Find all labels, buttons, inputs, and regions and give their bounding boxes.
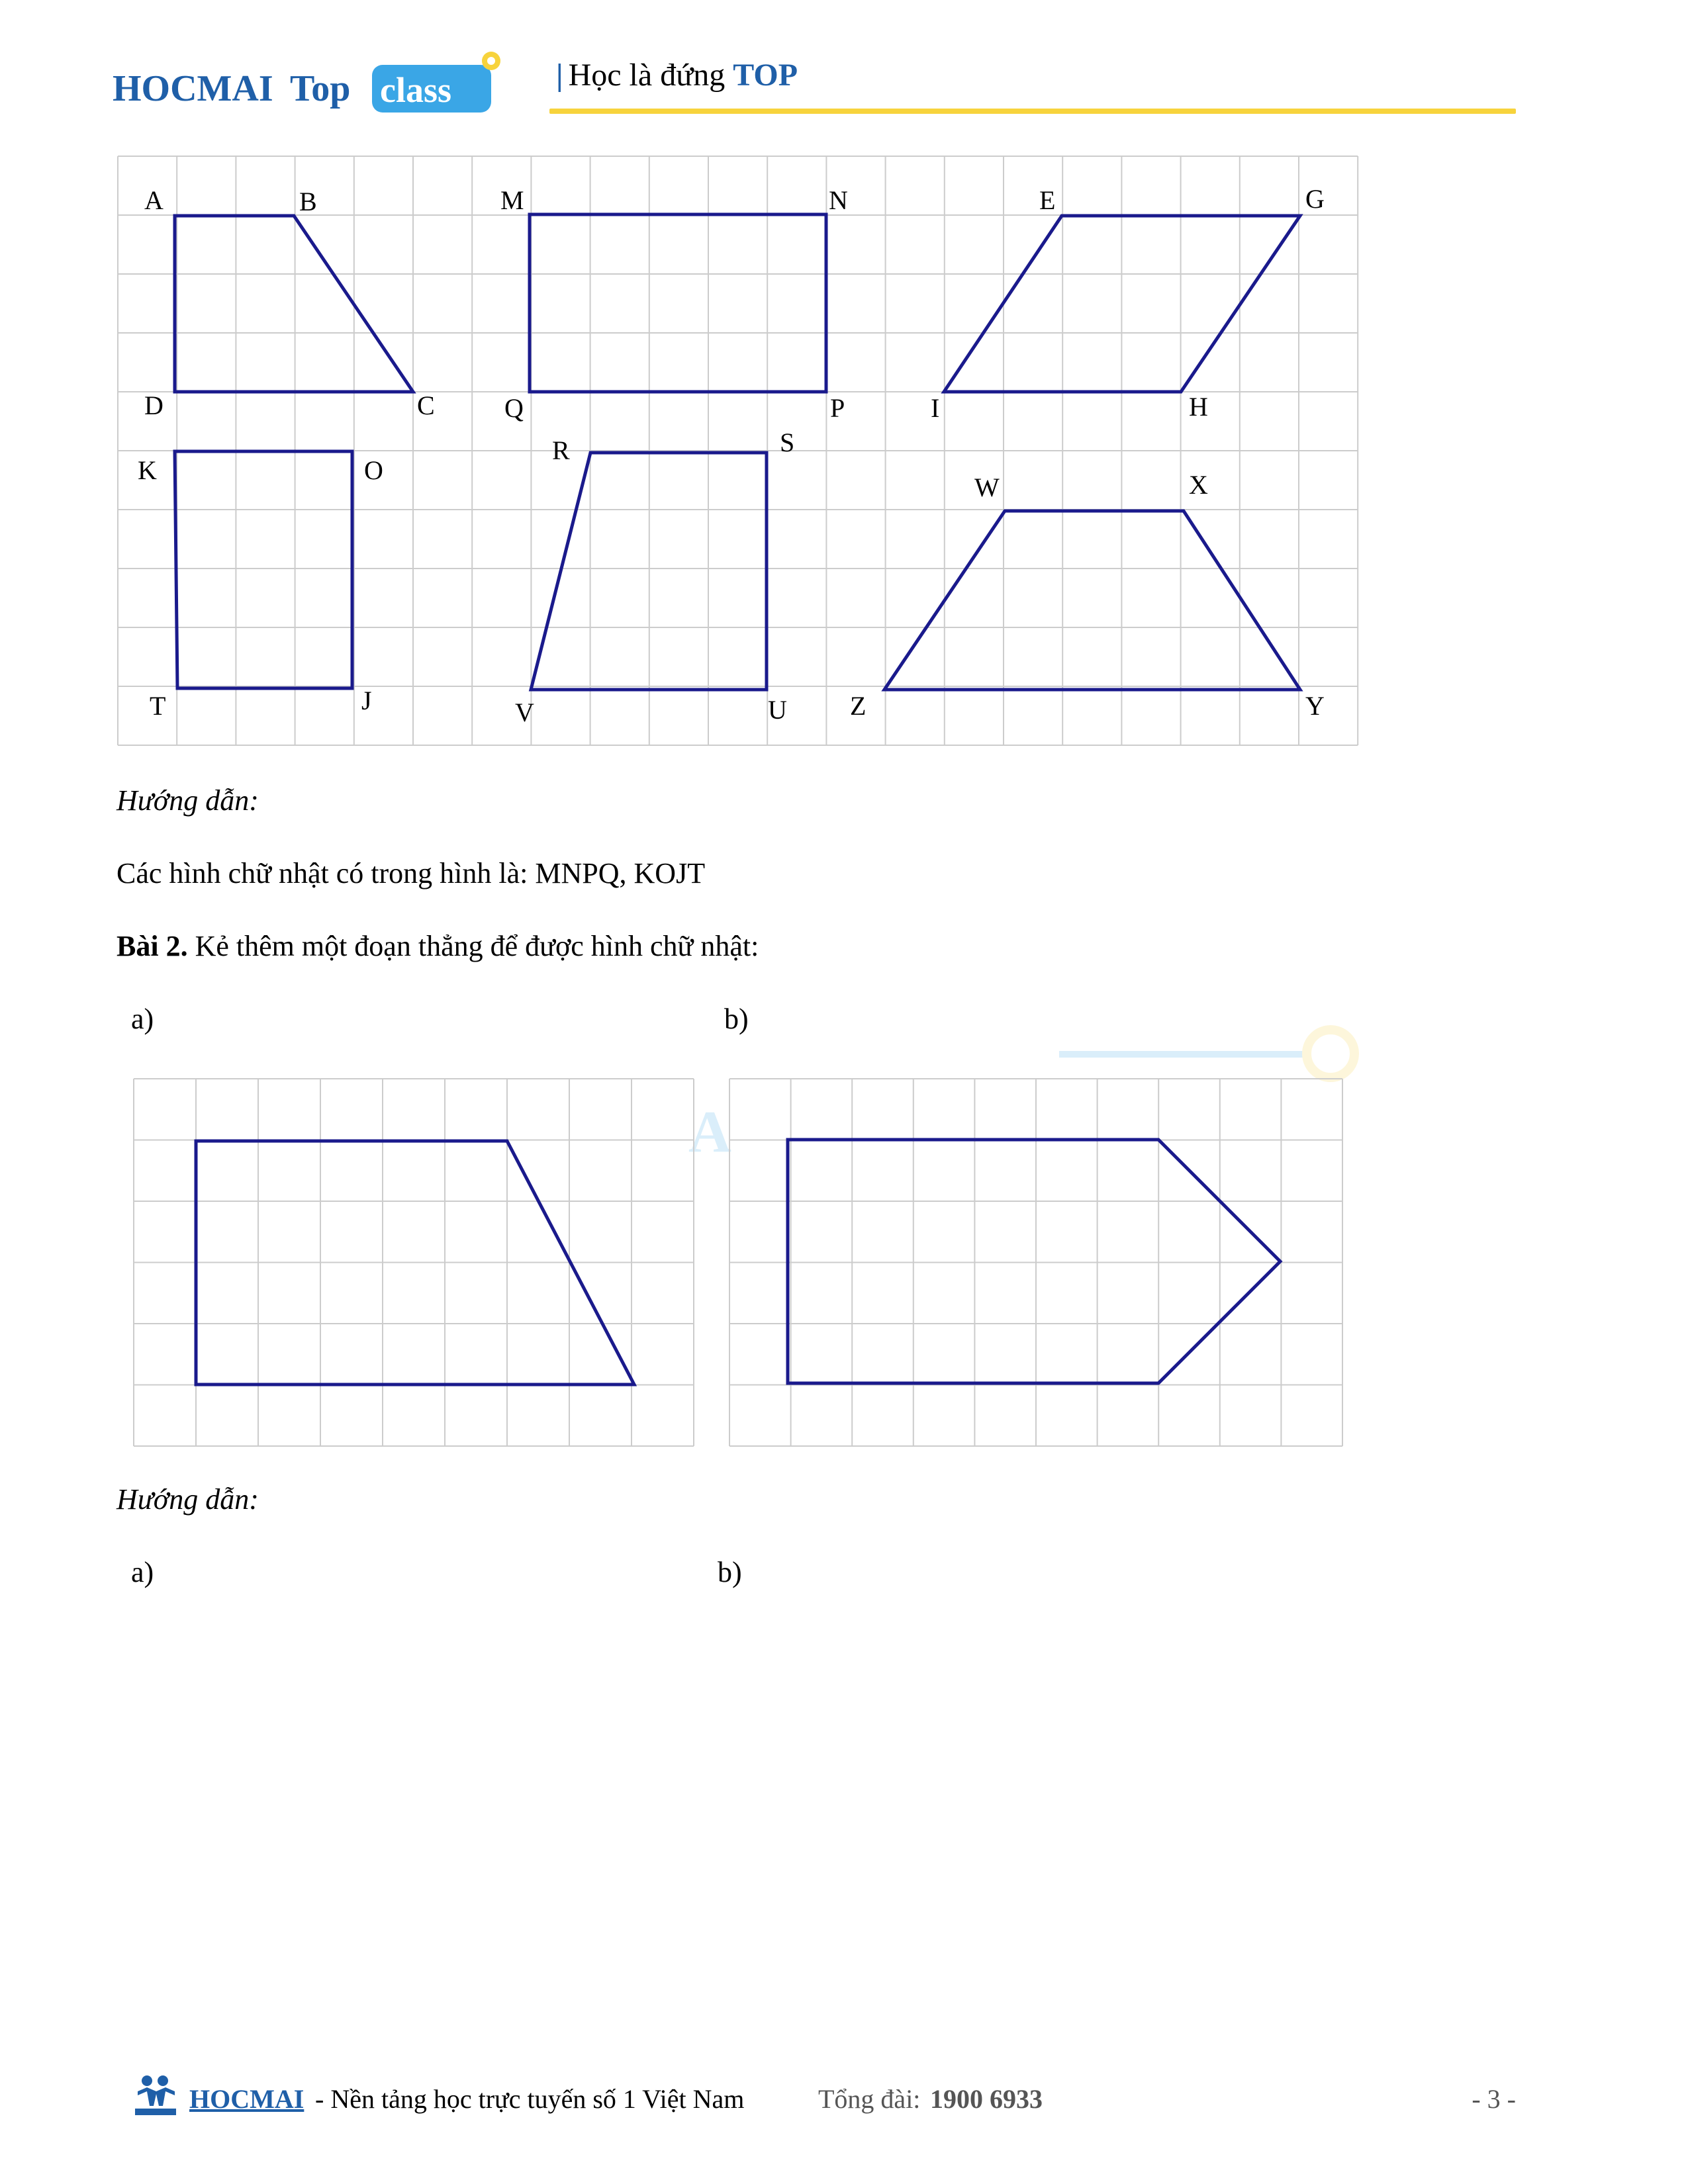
header-divider	[549, 109, 1516, 114]
shape-WXYZ	[884, 511, 1300, 690]
footer-phone-label: Tổng đài:	[818, 2084, 921, 2114]
footer-phone: 1900 6933	[930, 2084, 1043, 2114]
label-J: J	[361, 686, 372, 715]
exercise2-statement	[117, 929, 759, 963]
exercise2-figure-a	[132, 1077, 702, 1455]
exercise2-part-b-label: b)	[724, 1003, 749, 1035]
label-I: I	[931, 393, 940, 423]
figure-b-grid	[729, 1079, 1342, 1446]
label-E: E	[1039, 185, 1056, 215]
exercise2-title: Bài 2.	[117, 930, 188, 962]
page-footer	[132, 2071, 1516, 2124]
label-N: N	[829, 185, 848, 215]
label-Z: Z	[850, 691, 867, 721]
label-Q: Q	[504, 393, 524, 423]
logo-brand-text: HOCMAI	[113, 68, 273, 109]
exercise2-prompt: Kẻ thêm một đoạn thẳng để được hình chữ nhật:	[195, 930, 759, 962]
figure1-quadrilaterals	[117, 155, 1361, 751]
svg-text:A: A	[688, 1099, 731, 1165]
label-R: R	[552, 435, 570, 465]
shape-MNPQ	[530, 214, 826, 392]
shape-KOJT	[175, 451, 352, 688]
label-H: H	[1189, 392, 1208, 422]
label-A: A	[144, 185, 164, 215]
label-U: U	[768, 695, 787, 725]
guide1-heading: Hướng dẫn:	[117, 784, 259, 817]
label-V: V	[515, 698, 534, 727]
tagline-text: Học là đứng	[568, 58, 726, 93]
shape-b-pentagon	[788, 1140, 1280, 1383]
hocmai-topclass-logo	[113, 46, 510, 119]
label-W: W	[974, 473, 1000, 502]
logo-class-text: class	[380, 70, 451, 110]
tagline-separator: |	[556, 58, 563, 93]
label-D: D	[144, 390, 164, 420]
label-G: G	[1305, 184, 1325, 214]
exercise2-figure-b	[728, 1077, 1350, 1455]
footer-slogan: - Nền tảng học trực tuyến số 1 Việt Nam	[315, 2084, 745, 2114]
label-T: T	[150, 691, 166, 721]
footer-page-number: - 3 -	[1472, 2084, 1516, 2114]
label-B: B	[299, 187, 317, 216]
label-Y: Y	[1305, 691, 1325, 721]
guide2-part-b-label: b)	[718, 1556, 742, 1588]
tagline-highlight: TOP	[733, 58, 798, 93]
header-tagline	[556, 57, 798, 93]
label-S: S	[780, 428, 795, 457]
exercise2-part-a-label: a)	[131, 1003, 154, 1035]
hocmai-footer-logo-icon	[132, 2071, 179, 2118]
label-C: C	[417, 390, 435, 420]
guide2-part-a-label: a)	[131, 1556, 154, 1588]
figure-a-grid	[134, 1079, 694, 1446]
label-M: M	[500, 185, 524, 215]
guide1-answer: Các hình chữ nhật có trong hình là: MNPQ, KOJT	[117, 857, 706, 889]
footer-brand-link[interactable]: HOCMAI	[189, 2084, 305, 2114]
label-P: P	[830, 393, 845, 423]
shape-ABCD	[175, 216, 413, 392]
label-X: X	[1189, 470, 1208, 500]
label-K: K	[138, 455, 157, 485]
guide2-heading: Hướng dẫn:	[117, 1483, 259, 1516]
label-O: O	[364, 455, 383, 485]
logo-top-text: Top	[290, 68, 351, 109]
